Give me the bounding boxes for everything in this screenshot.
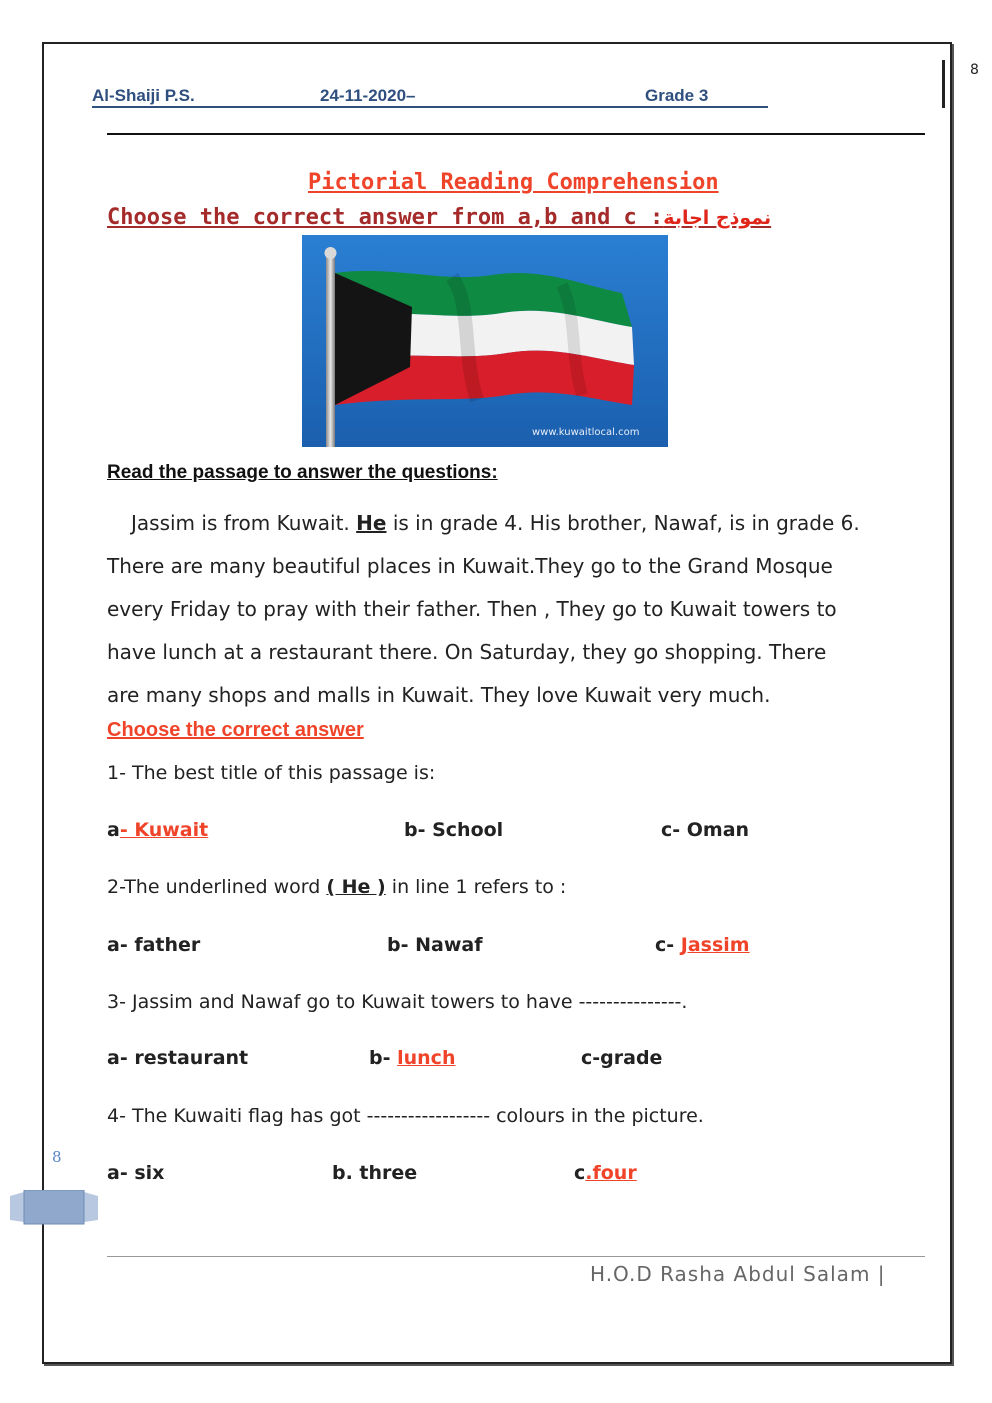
question-1: 1- The best title of this passage is: [107, 762, 436, 784]
q4-option-a: a- six [107, 1162, 165, 1184]
passage-line-2: There are many beautiful places in Kuwait.They go to the Grand Mosque [107, 554, 833, 578]
ribbon-decoration [10, 1190, 98, 1226]
q3-option-b: b- lunch [369, 1047, 456, 1069]
q2-option-c: c- Jassim [655, 934, 750, 956]
footer-rule [107, 1256, 925, 1257]
footer-text: H.O.D Rasha Abdul Salam | [590, 1262, 886, 1286]
underlined-he: He [356, 511, 387, 535]
flag-watermark: www.kuwaitlocal.com [532, 427, 640, 438]
passage-line-3: every Friday to pray with their father. Then , They go to Kuwait towers to [107, 597, 837, 621]
subtitle-arabic: نموذج اجابة [663, 207, 772, 229]
header-school: Al-Shaiji P.S. [92, 86, 195, 105]
question-2: 2-The underlined word ( He ) in line 1 refers to : [107, 876, 567, 898]
instruction: Read the passage to answer the questions: [107, 462, 498, 483]
q3-answer: lunch [397, 1047, 456, 1069]
q2-he: ( He ) [326, 876, 386, 898]
question-3: 3- Jassim and Nawaf go to Kuwait towers to have ---------------. [107, 991, 688, 1013]
page-number: 8 [970, 62, 979, 78]
q3-option-c: c-grade [581, 1047, 663, 1069]
header-underline [92, 106, 768, 108]
header-grade: Grade 3 [645, 86, 709, 105]
header-rule [107, 133, 925, 135]
q4-option-c: c.four [574, 1162, 637, 1184]
reading-passage [107, 502, 937, 717]
q2-option-b: b- Nawaf [387, 934, 483, 956]
passage-line-1: Jassim is from Kuwait. He is in grade 4. His brother, Nawaf, is in grade 6. [131, 511, 860, 535]
q1-answer: - Kuwait [119, 819, 209, 841]
q2-answer: Jassim [680, 934, 750, 956]
flag-illustration [302, 235, 668, 447]
passage-line-5: are many shops and malls in Kuwait. They love Kuwait very much. [107, 683, 771, 707]
subtitle-english: Choose the correct answer from a,b and c : [107, 205, 664, 230]
question-4: 4- The Kuwaiti flag has got ------------------ colours in the picture. [107, 1105, 704, 1127]
q2-option-a: a- father [107, 934, 201, 956]
page-subtitle [107, 205, 771, 230]
page-title: Pictorial Reading Comprehension [308, 170, 719, 195]
q1-option-a: a- Kuwait [107, 819, 209, 841]
q4-option-b: b. three [332, 1162, 418, 1184]
side-page-number: 8 [52, 1148, 62, 1166]
q1-option-c: c- Oman [661, 819, 750, 841]
q3-option-a: a- restaurant [107, 1047, 249, 1069]
header-date: 24-11-2020– [320, 86, 416, 105]
choose-heading: Choose the correct answer [107, 719, 364, 741]
passage-line-4: have lunch at a restaurant there. On Saturday, they go shopping. There [107, 640, 827, 664]
q4-answer: .four [585, 1162, 637, 1184]
side-bar [942, 60, 945, 108]
kuwait-flag-image [302, 235, 668, 447]
q1-option-b: b- School [404, 819, 504, 841]
